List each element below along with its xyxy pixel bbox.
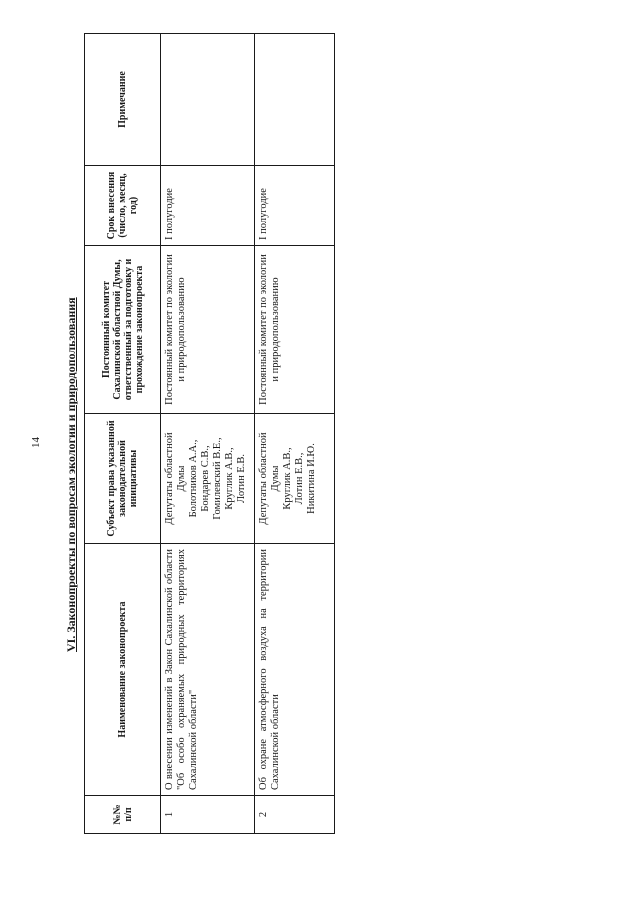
row-bill-name: О внесении изменений в Закон Сахалинской области "Об особо охраняемых природных территориях Сахалинской области" [161,544,255,796]
row-bill-name: Об охране атмосферного воздуха на территории Сахалинской области [255,544,335,796]
header-term: Срок внесения (число, месяц, год) [85,166,161,246]
header-subject: Субъект права указанной законодательной инициативы [85,414,161,544]
row-num: 2 [255,796,335,834]
header-name: Наименование законопроекта [85,544,161,796]
row-term: I полугодие [161,166,255,246]
subject-line: Круглик А.В., [224,447,235,510]
table-row [255,34,335,834]
subject-line: Бондарев С.В., [200,445,211,512]
page-number: 14 [30,437,42,448]
subject-line: Болотников А.А., [188,439,199,518]
header-num: №№ п/п [85,796,161,834]
header-committee: Постоянный комитет Сахалинской областной Думы, ответственный за подготовку и прохождение законопроекта [85,246,161,414]
section-title: VI. Законопроекты по вопросам экологии и природопользования [64,297,78,652]
row-committee: Постоянный комитет по экологии и природопользованию [255,246,335,414]
table-header-row [85,34,161,834]
rotated-content [84,34,334,834]
row-committee: Постоянный комитет по экологии и природопользованию [161,246,255,414]
subject-line: Депутаты областной Думы [258,432,281,525]
subject-line: Лотин Е.В. [236,453,247,504]
row-num: 1 [161,796,255,834]
row-subject [161,414,255,544]
subject-line: Лотин Е.В., [294,452,305,505]
row-term: I полугодие [255,166,335,246]
subject-line: Гомилевский В.Е., [212,437,223,520]
bills-table [84,33,335,834]
subject-line: Депутаты областной Думы [164,432,187,525]
row-note [161,34,255,166]
row-subject [255,414,335,544]
subject-line: Никитина И.Ю. [306,443,317,514]
row-note [255,34,335,166]
header-note: Примечание [85,34,161,166]
subject-line: Круглик А.В., [282,447,293,510]
table-row [161,34,255,834]
